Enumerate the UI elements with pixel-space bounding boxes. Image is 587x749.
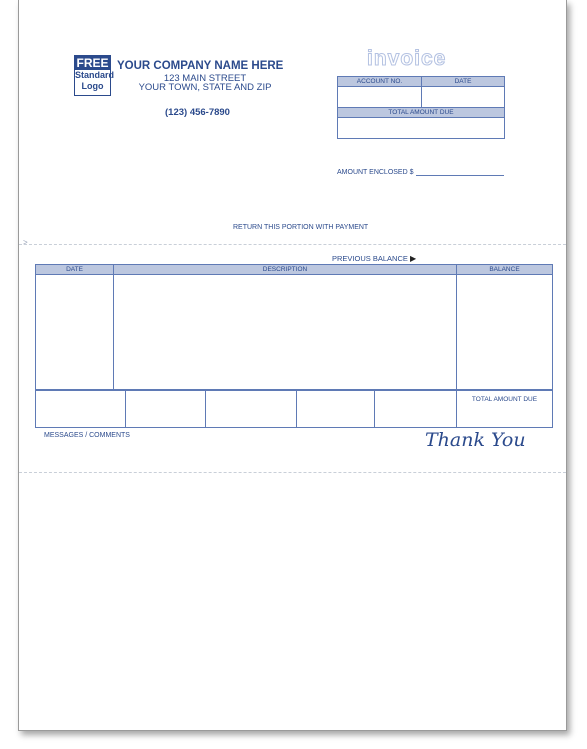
totals-cell-3[interactable] xyxy=(206,390,297,428)
company-name: YOUR COMPANY NAME HERE xyxy=(117,60,284,72)
previous-balance-label: PREVIOUS BALANCE xyxy=(332,254,408,263)
ledger-balance-header: BALANCE xyxy=(457,265,553,275)
logo-free-text: FREE xyxy=(76,56,109,70)
totals-cell-4[interactable] xyxy=(297,390,375,428)
company-street: 123 MAIN STREET xyxy=(163,73,247,84)
ledger-description-cell[interactable] xyxy=(114,275,457,391)
invoice-title: invoice xyxy=(367,47,447,70)
totals-row xyxy=(35,389,553,428)
logo-line-1: Standard xyxy=(75,70,115,80)
return-portion-text: RETURN THIS PORTION WITH PAYMENT xyxy=(233,224,369,231)
total-amount-due-header: TOTAL AMOUNT DUE xyxy=(338,108,505,118)
company-phone: (123) 456-7890 xyxy=(165,107,230,118)
perforation-line-bottom xyxy=(19,472,566,473)
ledger-table xyxy=(35,264,553,391)
totals-cell-1[interactable] xyxy=(36,390,126,428)
account-no-header: ACCOUNT NO. xyxy=(338,77,422,87)
invoice-sheet xyxy=(18,0,567,731)
ledger-date-header: DATE xyxy=(36,265,114,275)
ledger-total-amount-due[interactable]: TOTAL AMOUNT DUE xyxy=(457,390,553,428)
logo-line-2: Logo xyxy=(81,81,104,91)
amount-enclosed-label: AMOUNT ENCLOSED $ xyxy=(337,169,414,176)
previous-balance-arrow-icon: ▶ xyxy=(409,254,417,263)
date-header: DATE xyxy=(422,77,505,87)
company-city: YOUR TOWN, STATE AND ZIP xyxy=(138,82,272,93)
amount-enclosed-field[interactable] xyxy=(416,174,504,176)
previous-balance xyxy=(332,254,416,263)
ledger-date-cell[interactable] xyxy=(36,275,114,391)
total-amount-due-field[interactable] xyxy=(338,118,505,139)
thank-you-text: Thank You xyxy=(425,429,526,451)
ledger-balance-cell[interactable] xyxy=(457,275,553,391)
date-field[interactable] xyxy=(422,87,505,108)
totals-cell-2[interactable] xyxy=(126,390,206,428)
cut-mark-icon: > xyxy=(23,238,28,247)
totals-cell-5[interactable] xyxy=(375,390,457,428)
company-logo xyxy=(74,55,115,96)
messages-comments-label: MESSAGES / COMMENTS xyxy=(44,432,130,439)
account-no-field[interactable] xyxy=(338,87,422,108)
perforation-line-top xyxy=(19,244,566,245)
account-info-box xyxy=(337,76,505,139)
ledger-description-header: DESCRIPTION xyxy=(114,265,457,275)
